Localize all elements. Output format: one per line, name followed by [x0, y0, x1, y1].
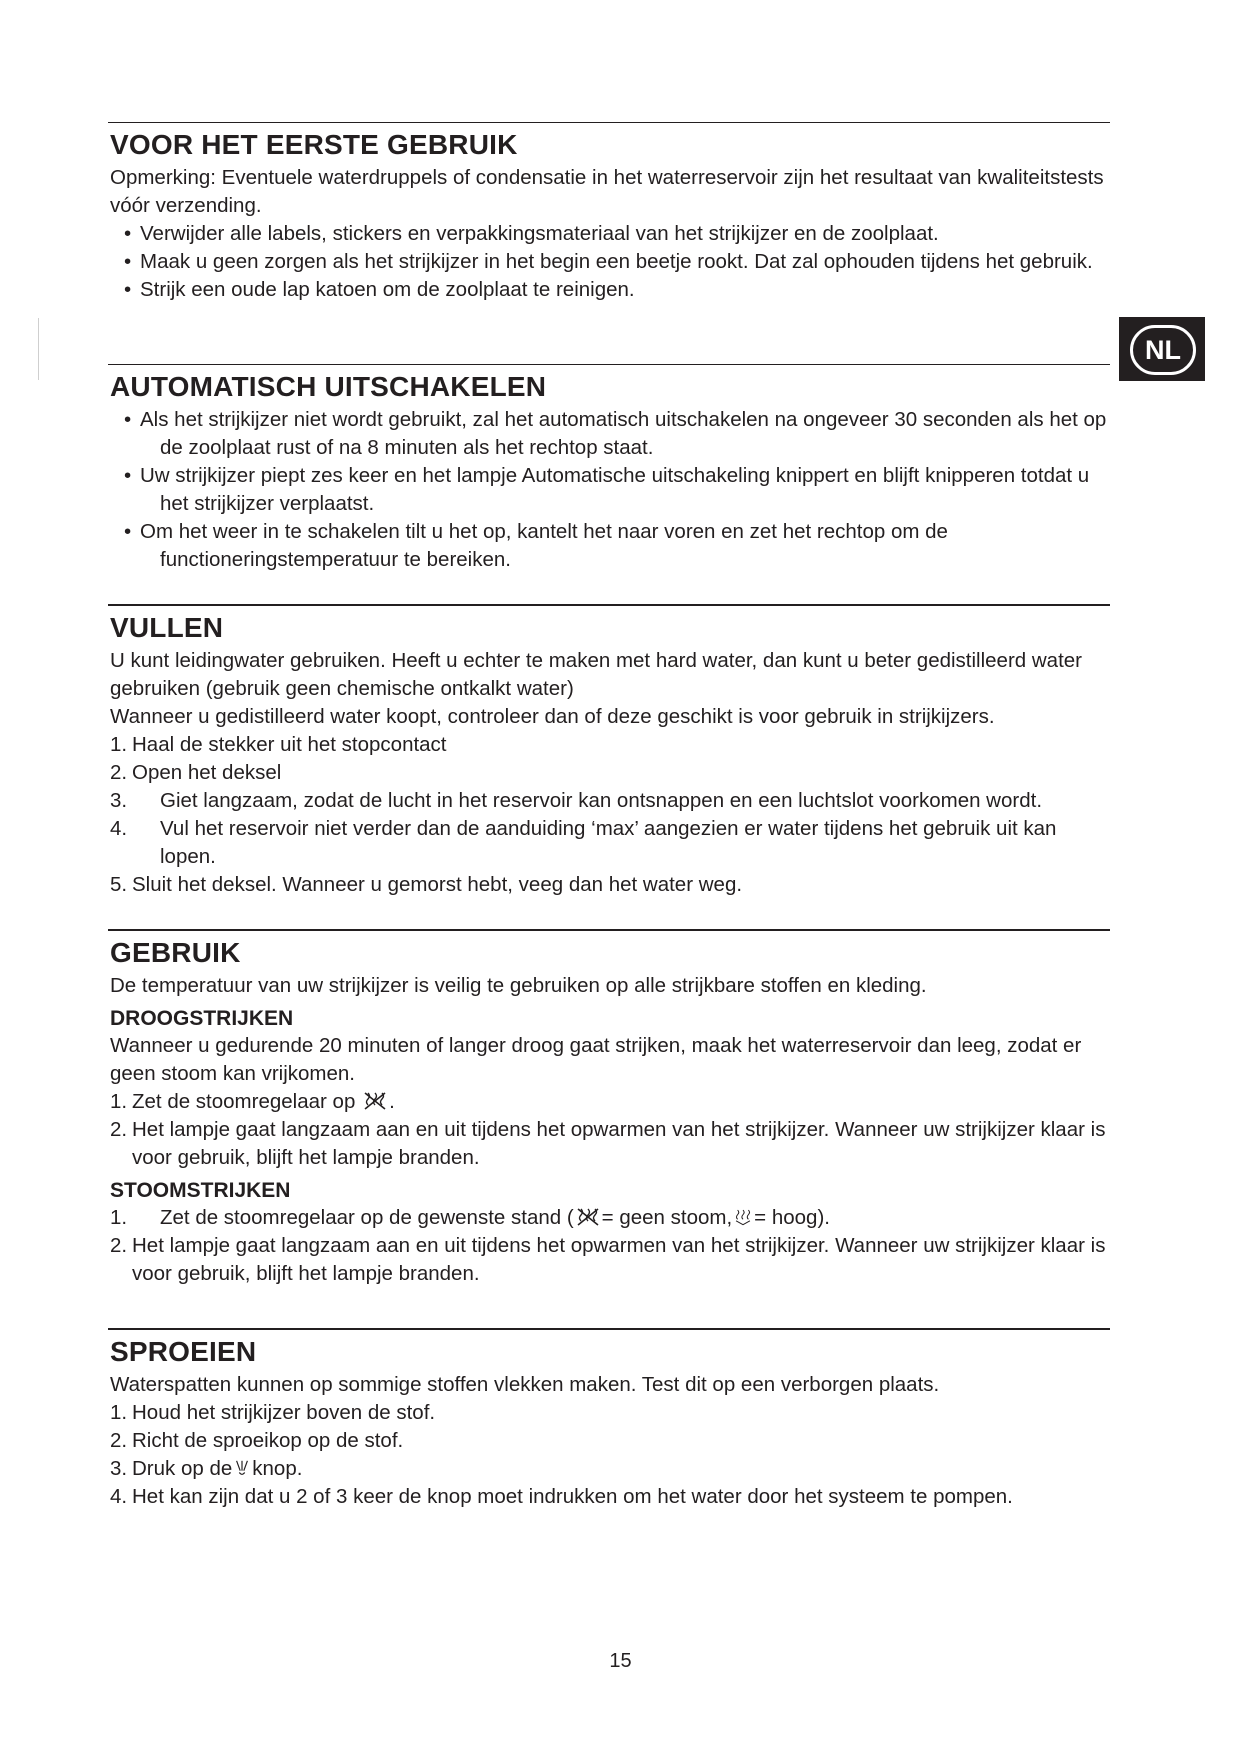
- section-rule: [108, 929, 1110, 931]
- numbered-step: 2. Het lampje gaat langzaam aan en uit tijdens het opwarmen van het strijkijzer. Wanneer uw strijkijzer klaar is voor gebruik, blijft het lampje branden.: [110, 1234, 1106, 1285]
- numbered-step: 2. Richt de sproeikop op de stof.: [110, 1429, 404, 1452]
- language-badge: NL: [1130, 325, 1196, 375]
- section-title: VOOR HET EERSTE GEBRUIK: [110, 129, 518, 160]
- intro-text-2: Wanneer u gedistilleerd water koopt, controleer dan of deze geschikt is voor gebruik in strijkijzers.: [110, 705, 995, 728]
- section-spray: [108, 1328, 1110, 1511]
- section-use: [108, 929, 1110, 1288]
- no-steam-icon: [362, 1090, 388, 1112]
- intro-text: De temperatuur van uw strijkijzer is veilig te gebruiken op alle strijkbare stoffen en kleding.: [110, 974, 927, 997]
- numbered-step: 2. Open het deksel: [110, 761, 282, 784]
- section-auto-off: [108, 364, 1110, 574]
- bullet-item: • Uw strijkijzer piept zes keer en het lampje Automatische uitschakeling knippert en blijft knipperen totdat u het strijkijzer verplaatst.: [108, 462, 1110, 518]
- section-rule: [108, 122, 1110, 123]
- numbered-step: 2. Het lampje gaat langzaam aan en uit tijdens het opwarmen van het strijkijzer. Wanneer uw strijkijzer klaar is voor gebruik, blijft het lampje branden.: [110, 1118, 1106, 1169]
- section-rule: [108, 604, 1110, 606]
- section-rule: [108, 1328, 1110, 1330]
- margin-mark: [38, 318, 39, 380]
- section-title: VULLEN: [110, 612, 224, 643]
- subsection-title-dry: DROOGSTRIJKEN: [110, 1007, 294, 1030]
- bullet-item: • Als het strijkijzer niet wordt gebruikt, zal het automatisch uitschakelen na ongeveer 30 seconden als het op de zoolplaat rust of na 8 minuten als het rechtop staat.: [108, 406, 1110, 462]
- spray-icon: [233, 1457, 251, 1479]
- numbered-step: 1. Zet de stoomregelaar op .: [110, 1090, 395, 1113]
- numbered-step: 3. Druk op de knop.: [110, 1457, 303, 1480]
- intro-text: Waterspatten kunnen op sommige stoffen vlekken maken. Test dit op een verborgen plaats.: [110, 1373, 940, 1396]
- bullet-item: • Strijk een oude lap katoen om de zoolplaat te reinigen.: [108, 276, 1110, 304]
- subsection-title-steam: STOOMSTRIJKEN: [110, 1179, 291, 1202]
- dry-intro: Wanneer u gedurende 20 minuten of langer droog gaat strijken, maak het waterreservoir dan leeg, zodat er geen stoom kan vrijkomen.: [110, 1034, 1082, 1085]
- section-first-use: [108, 122, 1110, 304]
- numbered-step: 3. Giet langzaam, zodat de lucht in het reservoir kan ontsnappen en een luchtslot voorkomen wordt.: [110, 789, 1043, 812]
- no-steam-icon: [575, 1206, 601, 1228]
- intro-text: U kunt leidingwater gebruiken. Heeft u echter te maken met hard water, dan kunt u beter gedistilleerd water gebruiken (gebruik geen chemische ontkalkt water): [110, 649, 1083, 700]
- bullet-item: • Verwijder alle labels, stickers en verpakkingsmateriaal van het strijkijzer en de zoolplaat.: [108, 220, 1110, 248]
- section-rule: [108, 364, 1110, 365]
- bullet-item: • Maak u geen zorgen als het strijkijzer in het begin een beetje rookt. Dat zal ophouden tijdens het gebruik.: [108, 248, 1110, 276]
- numbered-step: 4. Vul het reservoir niet verder dan de aanduiding ‘max’ aangezien er water tijdens het gebruik uit kan lopen.: [110, 817, 1057, 868]
- page-number: 15: [609, 1650, 632, 1672]
- bullet-item: • Om het weer in te schakelen tilt u het op, kantelt het naar voren en zet het rechtop om de functioneringstemperatuur te bereiken.: [108, 518, 1110, 574]
- numbered-step: 1. Zet de stoomregelaar op de gewenste stand ( = geen stoom, = hoog).: [110, 1206, 830, 1229]
- note-text: Opmerking: Eventuele waterdruppels of condensatie in het waterreservoir zijn het resultaat van kwaliteitstests vóór verzending.: [110, 166, 1104, 217]
- section-filling: [108, 604, 1110, 899]
- numbered-step: 4. Het kan zijn dat u 2 of 3 keer de knop moet indrukken om het water door het systeem te pompen.: [110, 1485, 1013, 1508]
- numbered-step: 5. Sluit het deksel. Wanneer u gemorst hebt, veeg dan het water weg.: [110, 873, 743, 896]
- numbered-step: 1. Houd het strijkijzer boven de stof.: [110, 1401, 436, 1424]
- section-title: GEBRUIK: [110, 937, 241, 968]
- language-tab: [1119, 317, 1205, 381]
- high-steam-icon: [733, 1206, 753, 1228]
- numbered-step: 1. Haal de stekker uit het stopcontact: [110, 733, 447, 756]
- section-title: AUTOMATISCH UITSCHAKELEN: [110, 371, 547, 402]
- section-title: SPROEIEN: [110, 1336, 257, 1367]
